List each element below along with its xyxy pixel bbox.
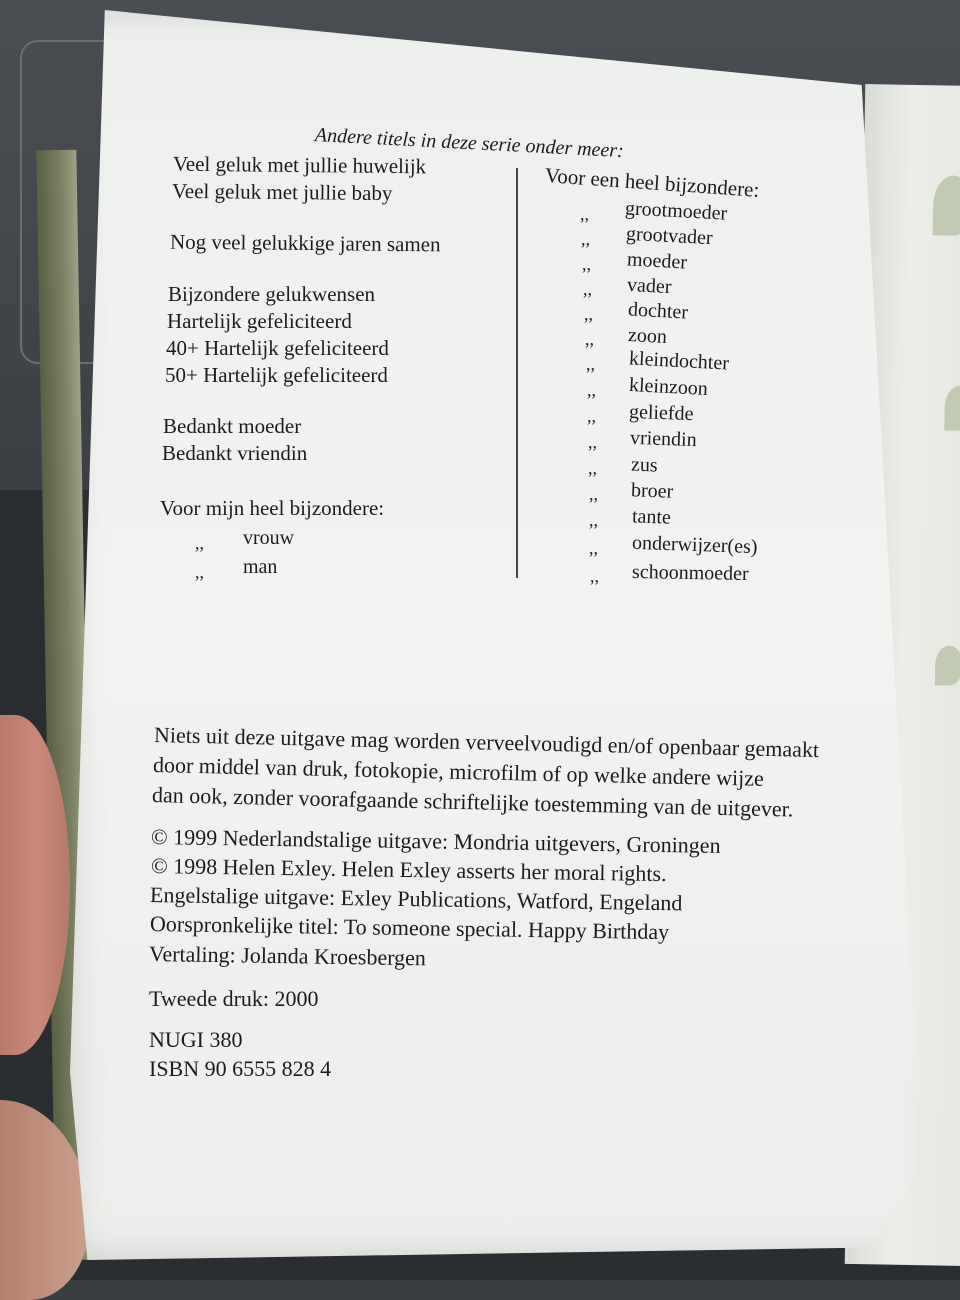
- title-item: Veel geluk met jullie baby: [171, 178, 393, 206]
- credit-line: © 1998 Helen Exley. Helen Exley asserts her moral rights.: [150, 853, 667, 887]
- ditto-mark: ,,: [582, 254, 591, 274]
- relation-item: kleindochter: [628, 347, 730, 375]
- title-item: Hartelijk gefeliciteerd: [167, 309, 352, 333]
- sub-item: man: [243, 556, 278, 578]
- relation-item: dochter: [627, 298, 689, 324]
- ditto-mark: ,,: [581, 229, 590, 249]
- ditto-mark: ,,: [587, 380, 596, 400]
- ditto-mark: ,,: [583, 279, 592, 299]
- relation-item: schoonmoeder: [631, 560, 749, 586]
- relation-item: broer: [630, 479, 674, 503]
- title-item: Bedankt moeder: [163, 414, 302, 438]
- title-item: 50+ Hartelijk gefeliciteerd: [165, 363, 388, 387]
- credit-line: © 1999 Nederlandstalige uitgave: Mondria uitgevers, Groningen: [150, 824, 721, 858]
- rights-line: dan ook, zonder voorafgaande schriftelijke toestemming van de uitgever.: [151, 782, 794, 822]
- ditto-mark: ,,: [588, 432, 597, 452]
- credit-line: Vertaling: Jolanda Kroesbergen: [148, 941, 427, 971]
- title-item: Bedankt vriendin: [162, 441, 308, 465]
- relation-item: vader: [626, 273, 672, 299]
- ditto-mark: ,,: [588, 458, 597, 478]
- title-item: Voor mijn heel bijzondere:: [160, 496, 385, 520]
- ditto-mark: ,,: [580, 204, 589, 224]
- ditto-mark: ,,: [195, 562, 204, 582]
- relation-item: grootvader: [625, 222, 714, 250]
- series-heading: Andere titels in deze serie onder meer:: [314, 124, 625, 163]
- ditto-mark: ,,: [589, 484, 598, 504]
- relation-item: moeder: [626, 248, 688, 274]
- isbn-line: ISBN 90 6555 828 4: [149, 1056, 332, 1081]
- rights-line: door middel van druk, fotokopie, microfilm of op welke andere wijze: [152, 752, 765, 791]
- title-item: Nog veel gelukkige jaren samen: [169, 229, 441, 257]
- relation-item: zoon: [627, 323, 668, 349]
- relation-item: kleinzoon: [628, 373, 709, 401]
- title-item: 40+ Hartelijk gefeliciteerd: [166, 336, 389, 360]
- edition-line: Tweede druk: 2000: [149, 986, 319, 1011]
- leaf-decoration: [944, 385, 960, 431]
- ditto-mark: ,,: [590, 566, 599, 586]
- column-divider: [516, 168, 518, 578]
- title-item: Bijzondere gelukwensen: [168, 282, 376, 306]
- relation-item: grootmoeder: [624, 197, 728, 225]
- relation-item: geliefde: [628, 400, 694, 426]
- ditto-mark: ,,: [589, 538, 598, 558]
- right-heading: Voor een heel bijzondere:: [544, 163, 761, 202]
- relation-item: vriendin: [629, 426, 698, 452]
- relation-item: onderwijzer(es): [631, 531, 758, 559]
- title-item: Veel geluk met jullie huwelijk: [172, 151, 427, 179]
- nugi-line: NUGI 380: [149, 1027, 243, 1052]
- relation-item: zus: [630, 453, 659, 477]
- ditto-mark: ,,: [589, 510, 598, 530]
- ditto-mark: ,,: [586, 354, 595, 374]
- credit-line: Engelstalige uitgave: Exley Publications, Watford, Engeland: [149, 882, 683, 916]
- ditto-mark: ,,: [584, 304, 593, 324]
- credit-line: Oorspronkelijke titel: To someone special. Happy Birthday: [149, 911, 670, 945]
- relation-item: tante: [631, 505, 672, 529]
- ditto-mark: ,,: [195, 533, 204, 553]
- rights-line: Niets uit deze uitgave mag worden verveelvoudigd en/of openbaar gemaakt: [153, 722, 820, 763]
- ditto-mark: ,,: [587, 406, 596, 426]
- leaf-decoration: [933, 175, 960, 236]
- ditto-mark: ,,: [585, 329, 594, 349]
- sub-item: vrouw: [243, 527, 295, 549]
- leaf-decoration: [935, 645, 960, 685]
